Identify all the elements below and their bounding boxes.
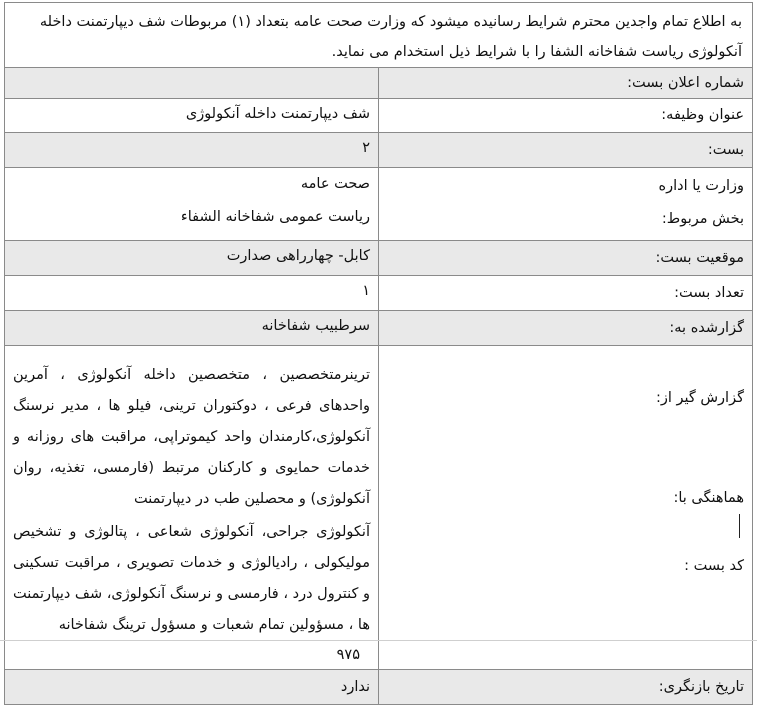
reporting-coordination-labels [379,346,753,670]
reporting-from-value: ترینرمتخصصین ، متخصصین داخله آنکولوژی ، آمرین واحدهای فرعی ، دوکتوران ترینی، فیلو ها ، مدیر نرسنگ آنکولوژی،کارمندان واحد کیموتراپی، مراقبت های روزانه و خدمات حمایوی و کارکنان مرتبط (فارمسی، تغذیه، روان آنکولوژی) و محصلین طب در دیپارتمنت [13,367,370,507]
row-announcement-number [5,68,753,99]
location-value: کابل- چهارراهی صدارت [5,241,379,276]
text-cursor-mark [739,514,740,538]
ministry-department-values [5,168,379,241]
job-announcement-document [4,2,753,695]
row-post-count [5,276,753,311]
ministry-label: وزارت یا اداره [658,178,744,194]
row-job-title [5,99,753,133]
row-ministry-department [5,168,753,241]
closing-date-label: تاریخ بازنگری: [379,670,753,705]
announcement-table [4,2,753,705]
row-closing-date [5,670,753,705]
intro-row [5,3,753,68]
reports-to-value: سرطبیب شفاخانه [5,311,379,346]
reports-to-label: گزارشده به: [379,311,753,346]
row-grade [5,133,753,168]
row-reporting-coordination [5,346,753,670]
department-value: ریاست عمومی شفاخانه الشفاء [180,209,370,225]
ministry-value: صحت عامه [300,176,370,192]
closing-date-value: ندارد [5,670,379,705]
grade-value: ۲ [5,133,379,168]
post-code-value: ۹۷۵ [336,647,360,663]
coordination-label: هماهنگی با: [673,490,744,506]
reporting-coordination-values [5,346,379,670]
job-title-value: شف دیپارتمنت داخله آنکولوژی [5,99,379,133]
page-bottom-rule [0,640,757,641]
post-count-label: تعداد بست: [379,276,753,311]
intro-paragraph: به اطلاع تمام واجدین محترم شرایط رسانیده میشود که وزارت صحت عامه بتعداد (۱) مربوطات شف دیپارتمنت داخله آنکولوژی ریاست شفاخانه الشفا را با شرایط ذیل استخدام می نماید. [5,3,753,68]
coordination-value: آنکولوژی جراحی، آنکولوژی شعاعی ، پتالوژی و تشخیص مولیکولی ، رادیالوژی و خدمات تصویری ، مراقبت تسکینی و کنترول درد ، فارمسی و نرسنگ آنکولوژی، شف دیپارتمنت ها ، مسؤولین تمام شعبات و مسؤول ترینگ شفاخانه [13,524,370,633]
department-label: بخش مربوط: [661,211,744,227]
grade-label: بست: [379,133,753,168]
row-reports-to [5,311,753,346]
row-location [5,241,753,276]
announcement-number-label: شماره اعلان بست: [379,68,753,99]
post-code-label: کد بست : [684,558,744,574]
location-label: موقعیت بست: [379,241,753,276]
job-title-label: عنوان وظیفه: [379,99,753,133]
ministry-department-labels [379,168,753,241]
announcement-number-value [5,68,379,99]
reporting-from-label: گزارش گیر از: [655,390,744,406]
post-count-value: ۱ [5,276,379,311]
